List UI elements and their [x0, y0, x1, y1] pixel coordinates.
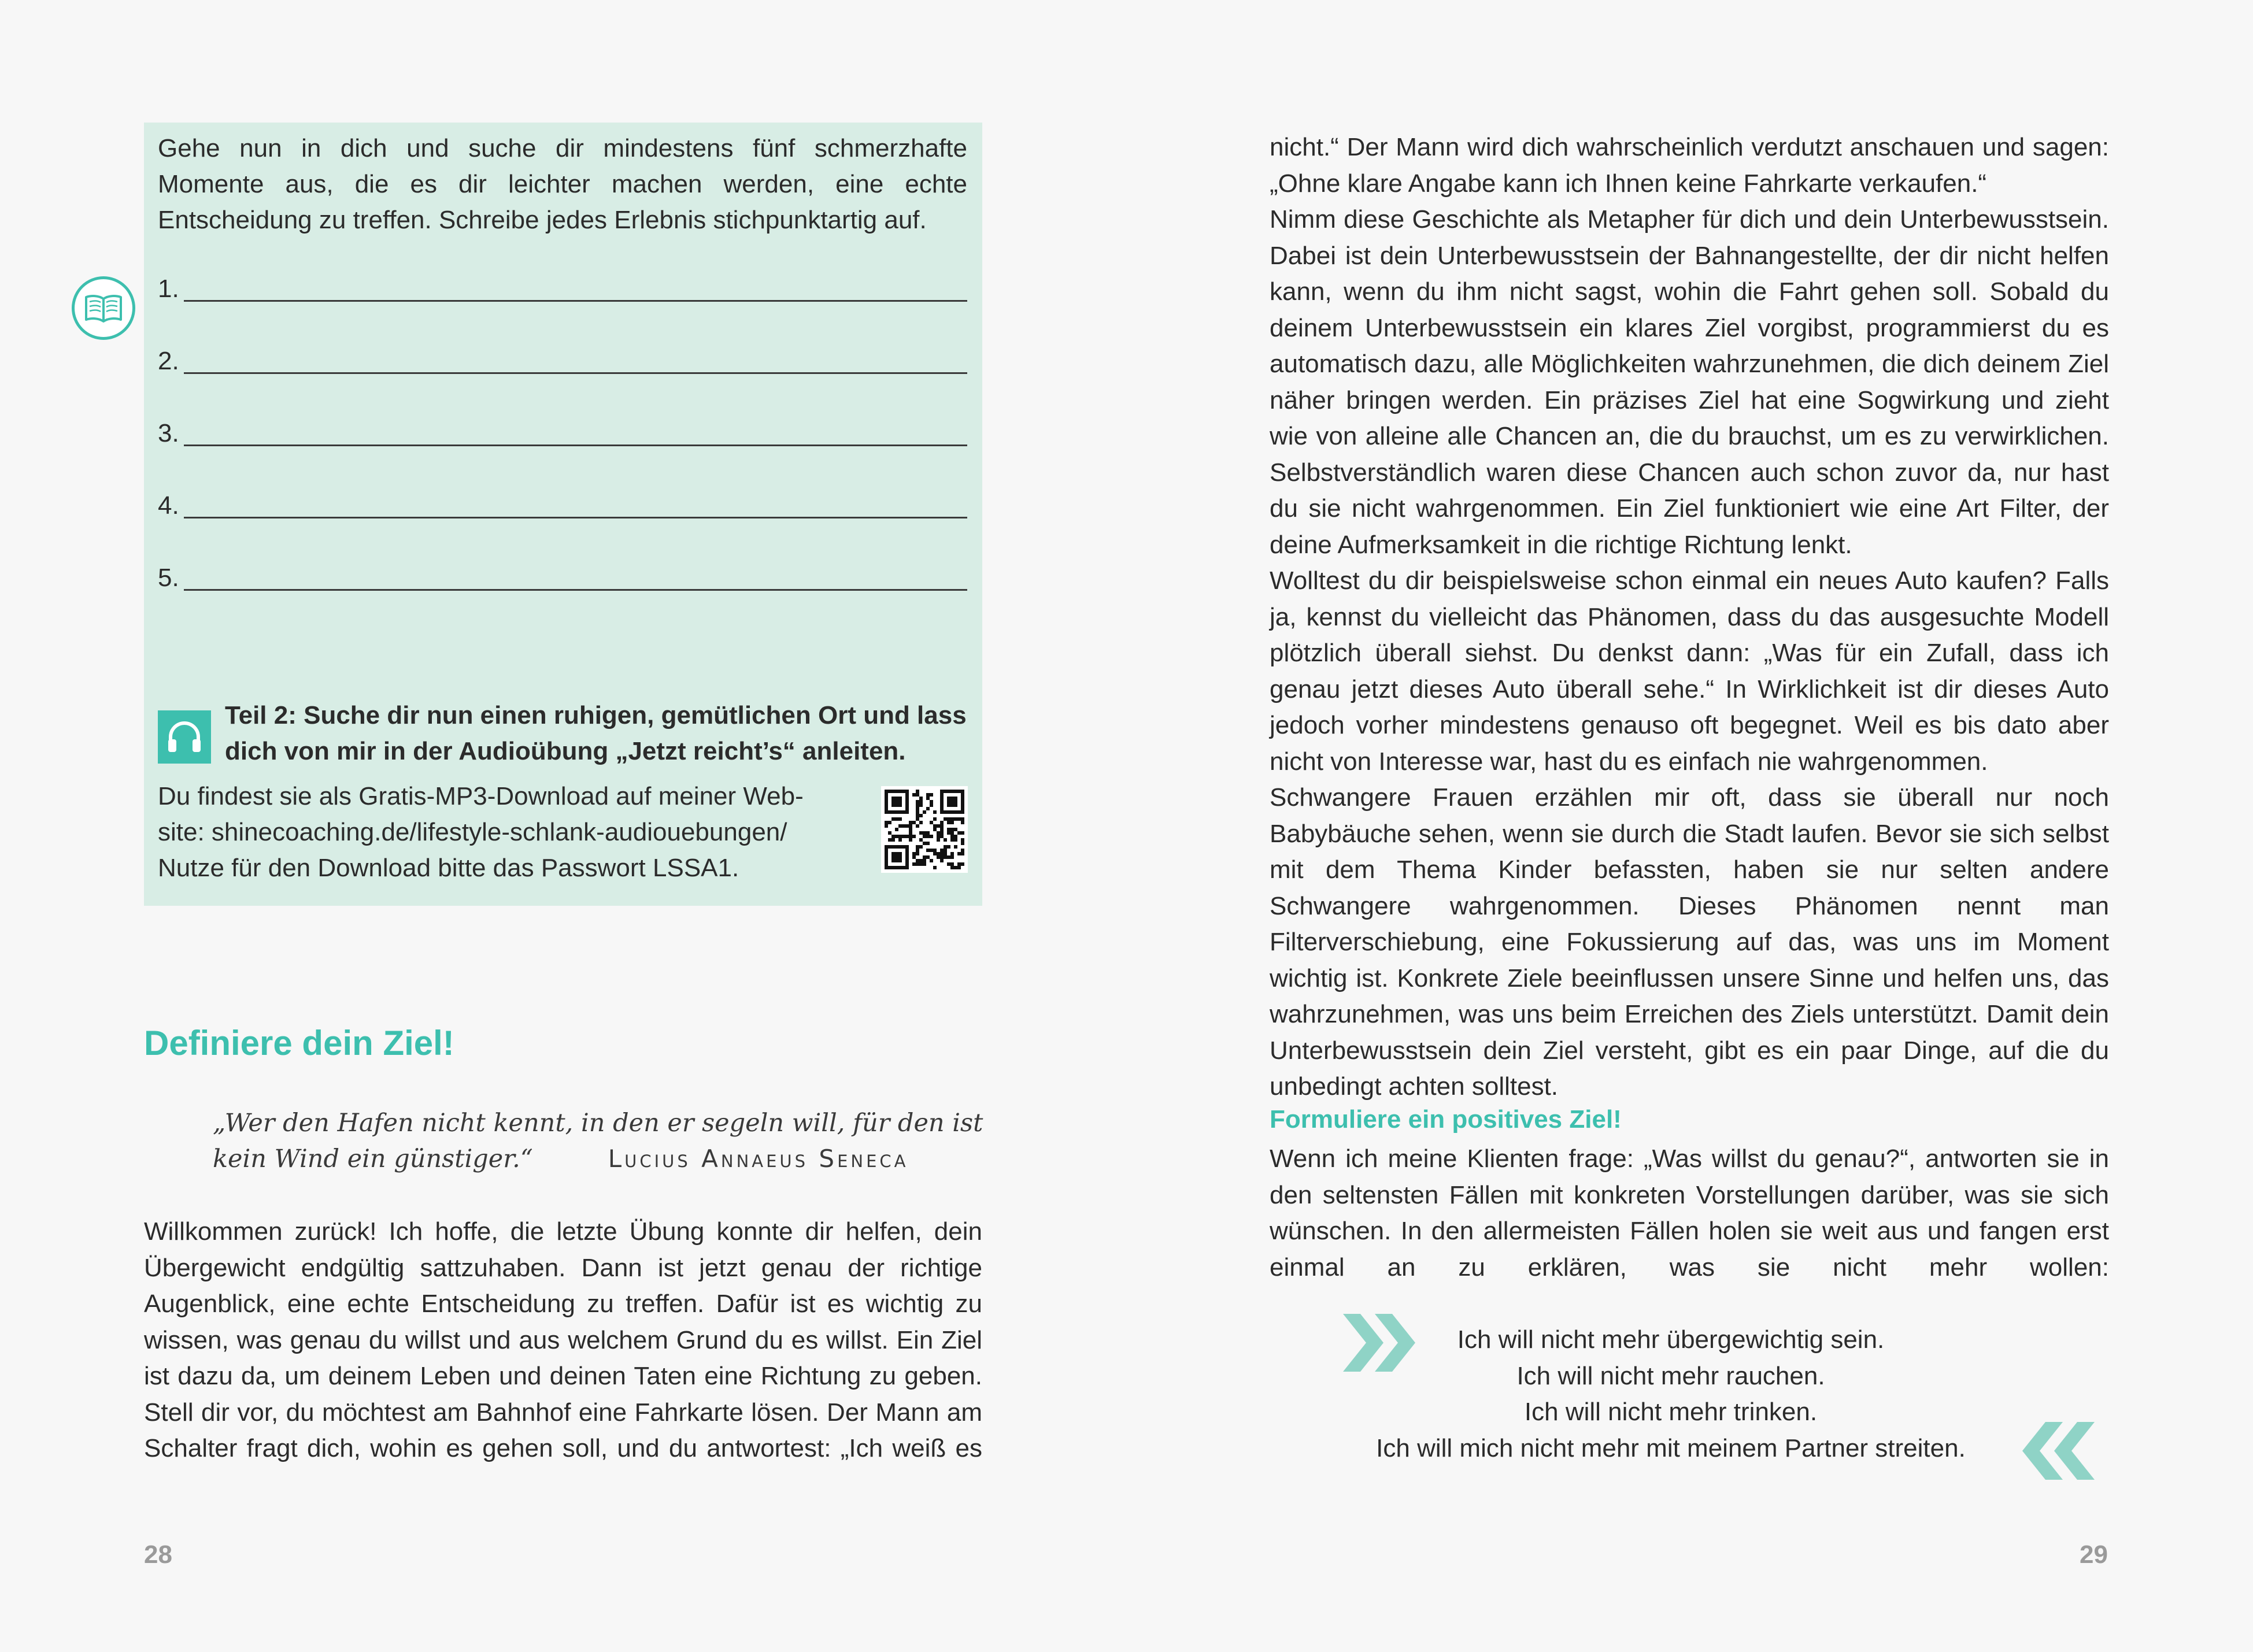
answer-line-number: 5. — [158, 564, 179, 592]
right-paragraph-3: Wolltest du dir beispielsweise schon einmal ein neues Auto kaufen? Falls ja, kennst du vielleicht das Phänomen, dass du das ausgesuchte Modell plötzlich überall siehst. Du denkst dann: „Was für ein Zufall, dass ich genau jetzt dieses Auto überall sehe.“ In Wirklichkeit ist dir dieses Auto jedoch vorher mindestens genauso oft begegnet. Weil es bis dato aber nicht von Interesse war, hast du es einfach nie wahrgenommen. — [1270, 566, 2109, 776]
exercise-box — [144, 123, 982, 906]
page-number-left: 28 — [144, 1540, 172, 1569]
answer-line-3[interactable] — [158, 416, 967, 451]
section-title: Definiere dein Ziel! — [144, 1024, 454, 1062]
answer-line-2[interactable] — [158, 344, 967, 379]
right-body-text-2: Wenn ich meine Klienten frage: „Was willst du genau?“, antworten sie in den seltensten Fällen mit konkreten Vorstellungen darüber, was sie sich wünschen. In den allermeisten Fällen holen sie weit aus und fangen erst einmal an zu erklären, was sie nicht mehr wollen: — [1270, 1144, 2109, 1281]
statement-3: Ich will nicht mehr trinken. — [1524, 1398, 1818, 1426]
download-text — [158, 779, 863, 886]
quote-author: Lucius Annaeus Seneca — [608, 1144, 909, 1173]
answer-line-number: 3. — [158, 419, 179, 447]
page-number-right: 29 — [2080, 1540, 2108, 1569]
right-paragraph-4: Schwangere Frauen erzählen mir oft, dass sie überall nur noch Babybäuche sehen, wenn sie durch die Stadt laufen. Bevor sie sich selbst mit dem Thema Kinder befassten, haben sie nur selten andere Schwangere wahrgenommen. Dieses Phänomen nennt man Filterverschiebung, eine Fokussierung auf das, was uns im Moment wichtig ist. Konkrete Ziele beeinflussen unsere Sinne und helfen uns, das wahrzunehmen, was uns beim Erreichen des Ziels unterstützt. Damit dein Unterbewusstsein dein Ziel versteht, gibt es ein paar Dinge, auf die du unbedingt achten solltest. — [1270, 783, 2109, 1101]
download-line-3: Nutze für den Download bitte das Passwort LSSA1. — [158, 854, 739, 882]
quote-line-2 — [213, 1141, 924, 1177]
answer-line-rule — [184, 517, 967, 518]
right-paragraph-2: Nimm diese Geschichte als Metapher für dich und dein Unterbewusstsein. Dabei ist dein Unterbewusstsein der Bahnangestellte, der dir nicht helfen kann, wenn du ihm nicht sagst, wohin die Fahrt gehen soll. Sobald du deinem Unterbewusstsein ein klares Ziel vorgibst, programmierst du es automatisch dazu, alle Möglichkeiten wahrzunehmen, die dich deinem Ziel näher bringen werden. Ein präzises Ziel hat eine Sogwirkung und zieht wie von alleine alle Chancen an, die du brauchst, um es zu verwirklichen. Selbstverständlich waren diese Chancen auch schon zuvor da, nur hast du sie nicht wahrgenommen. Ein Ziel funktioniert wie eine Art Filter, der deine Aufmerksamkeit in die richtige Richtung lenkt. — [1270, 205, 2109, 559]
answer-line-rule — [184, 300, 967, 302]
headphones-icon — [158, 710, 211, 764]
statement-4: Ich will mich nicht mehr mit meinem Partner streiten. — [1376, 1434, 1966, 1462]
book-icon — [72, 276, 135, 340]
answer-line-1[interactable] — [158, 272, 967, 306]
answer-line-rule — [184, 372, 967, 374]
answer-line-number: 4. — [158, 491, 179, 520]
statement-2: Ich will nicht mehr rauchen. — [1516, 1361, 1825, 1390]
download-line-2-url[interactable]: site: shinecoaching.de/lifestyle-schlank-audiouebungen/ — [158, 818, 787, 846]
answer-line-rule — [184, 445, 967, 446]
left-body-text: Willkommen zurück! Ich hoffe, die letzte Übung konnte dir helfen, dein Übergewicht endgültig sattzuhaben. Dann ist jetzt genau der richtige Augenblick, eine echte Entscheidung zu treffen. Dafür ist es wichtig zu wissen, was genau du willst und aus welchem Grund du es willst. Ein Ziel ist dazu da, um deinem Leben und deinen Taten eine Richtung zu geben. Stell dir vor, du möchtest am Bahnhof eine Fahrkarte lösen. Der Mann am Schalter fragt dich, wohin es gehen soll, und du antwortest: „Ich weiß es — [144, 1217, 982, 1462]
answer-line-5[interactable] — [158, 561, 967, 595]
answer-line-rule — [184, 589, 967, 591]
audio-heading: Teil 2: Suche dir nun einen ruhigen, gemütlichen Ort und lass dich von mir in der Audioübung „Jetzt reicht’s“ anleiten. — [225, 701, 967, 765]
right-body-text — [1270, 129, 2109, 1105]
answer-line-number: 1. — [158, 275, 179, 303]
answer-line-4[interactable] — [158, 488, 967, 523]
statement-1: Ich will nicht mehr übergewichtig sein. — [1457, 1325, 1885, 1354]
quote-line-1: „Wer den Hafen nicht kennt, in den er segeln will, für den ist — [213, 1109, 983, 1138]
quote-close-icon — [2017, 1419, 2097, 1486]
qr-code[interactable] — [881, 786, 968, 873]
epigraph-quote — [213, 1105, 983, 1177]
right-paragraph-1: nicht.“ Der Mann wird dich wahrscheinlich verdutzt anschauen und sagen: „Ohne klare Angabe kann ich Ihnen keine Fahrkarte verkaufen.“ — [1270, 133, 2109, 198]
quote-line-2-text: kein Wind ein günstiger.“ — [213, 1144, 533, 1173]
negative-goal-statements — [1330, 1322, 2012, 1466]
subheading: Formuliere ein positives Ziel! — [1270, 1105, 1622, 1134]
download-line-1: Du findest sie als Gratis-MP3-Download auf meiner Web- — [158, 782, 804, 810]
answer-line-number: 2. — [158, 347, 179, 375]
exercise-intro: Gehe nun in dich und suche dir mindestens fünf schmerzhafte Momente aus, die es dir leichter machen werden, eine echte Entscheidung zu treffen. Schreibe jedes Erlebnis stichpunktartig auf. — [158, 134, 967, 234]
